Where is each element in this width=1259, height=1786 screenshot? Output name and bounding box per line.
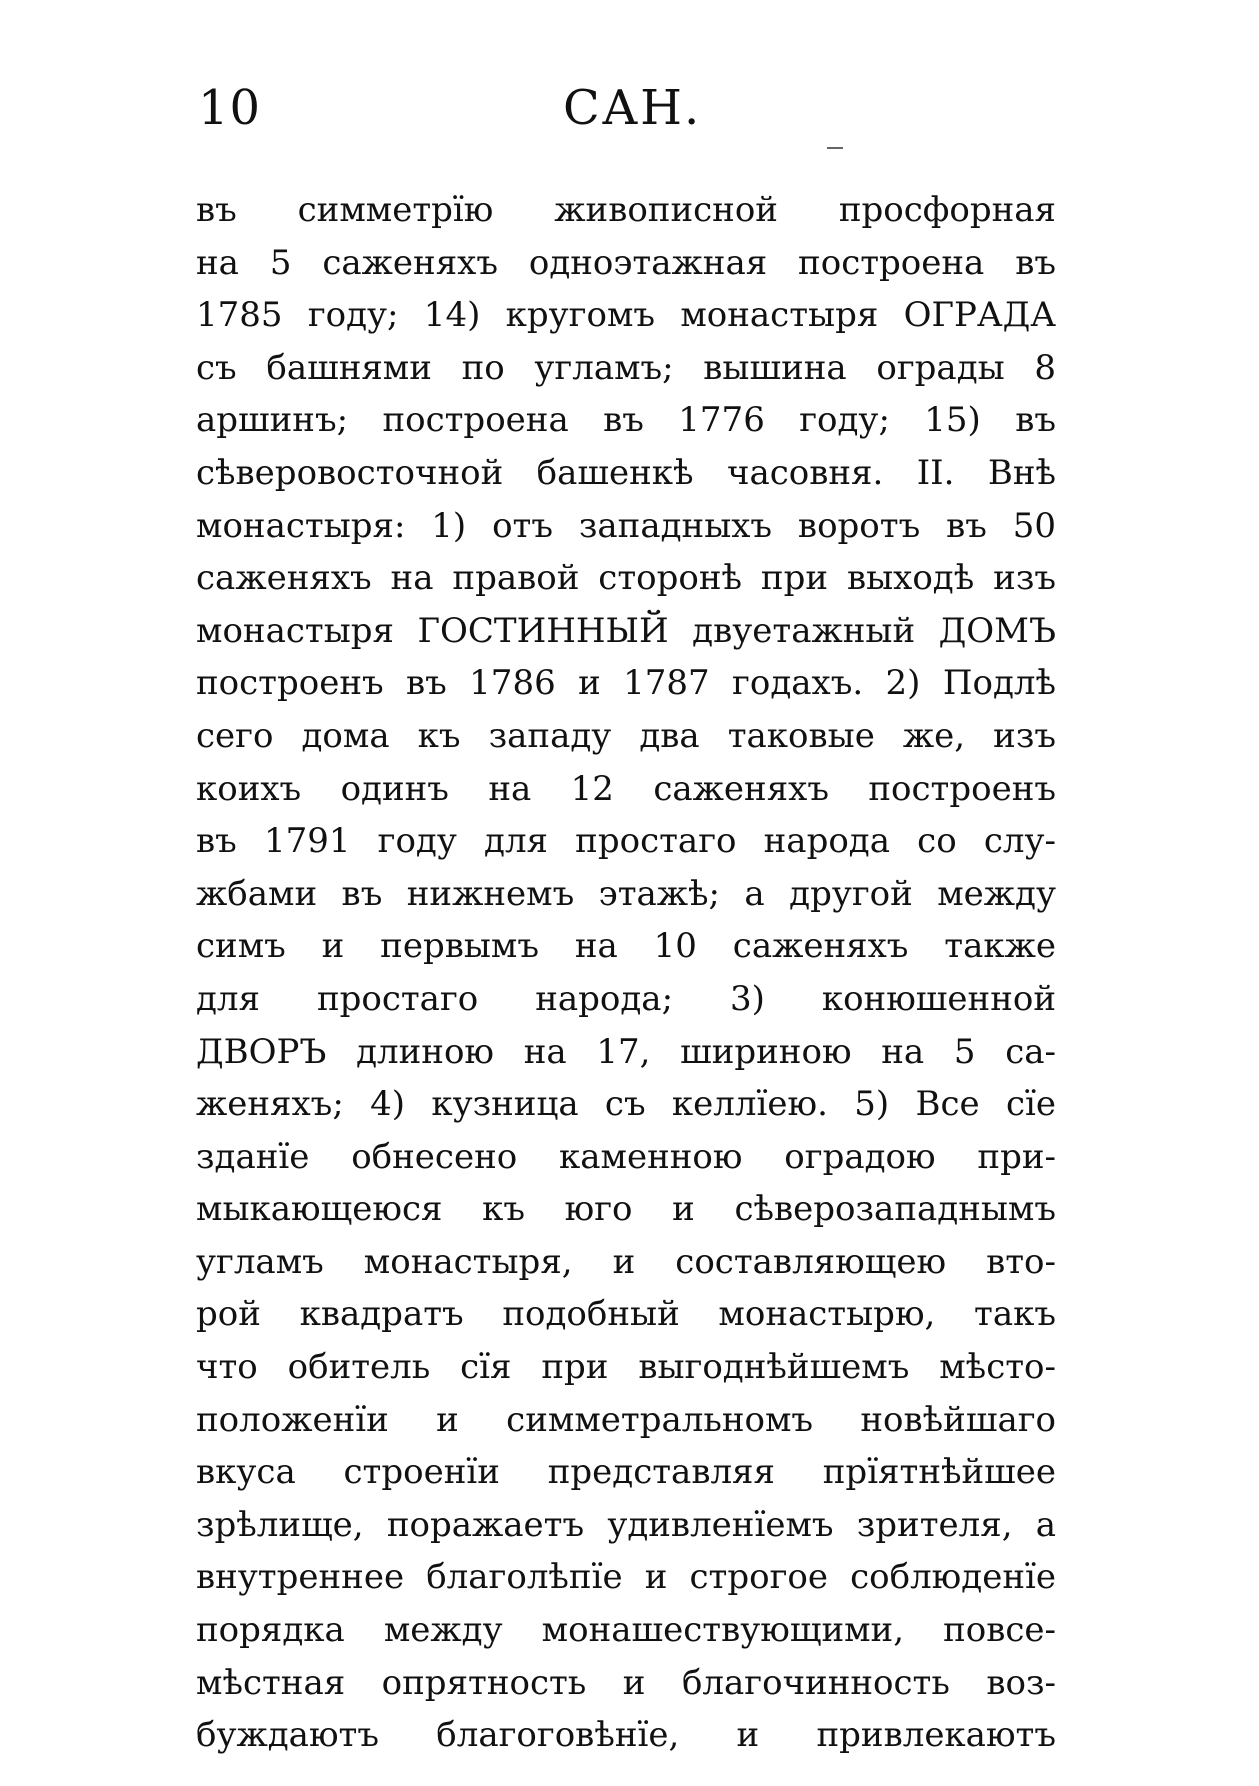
text-line: аршинъ; построена въ 1776 году; 15) въ <box>196 400 1056 441</box>
text-line: внутреннее благолѣпїе и строгое соблюденїе <box>196 1557 1056 1598</box>
text-line: мѣстная опрятность и благочинность воз- <box>196 1662 1056 1703</box>
text-line: коихъ одинъ на 12 саженяхъ построенъ <box>196 768 1056 809</box>
text-line: въ симметрїю живописной просфорная <box>196 190 1056 230</box>
text-line: на 5 саженяхъ одноэтажная построена въ <box>196 242 1056 283</box>
text-line: построенъ въ 1786 и 1787 годахъ. 2) Подлѣ <box>196 663 1056 704</box>
text-line: положенїи и симметральномъ новѣйшаго <box>196 1399 1056 1440</box>
running-head: САН. <box>563 80 702 136</box>
text-line: зданїе обнесено каменною оградою при- <box>196 1136 1056 1177</box>
text-line: вкуса строенїи представляя прїятнѣйшее <box>196 1452 1056 1493</box>
text-line: монастыря: 1) отъ западныхъ воротъ въ 50 <box>196 505 1056 546</box>
body-text <box>196 184 1056 1762</box>
text-line: 1785 году; 14) кругомъ монастыря ОГРАДА <box>196 295 1056 336</box>
text-line: рой квадратъ подобный монастырю, такъ <box>196 1294 1056 1335</box>
text-line: мыкающеюся къ юго и сѣверозападнымъ <box>196 1189 1056 1230</box>
text-line: съ башнями по угламъ; вышина ограды 8 <box>196 347 1056 388</box>
text-line: монастыря ГОСТИННЫЙ двуетажный ДОМЪ <box>196 610 1056 651</box>
text-line: жбами въ нижнемъ этажѣ; а другой между <box>196 873 1056 914</box>
text-line: симъ и первымъ на 10 саженяхъ также <box>196 926 1056 967</box>
text-line: буждаютъ благоговѣнїе, и привлекаютъ <box>196 1715 1056 1756</box>
text-line: саженяхъ на правой сторонѣ при выходѣ изъ <box>196 558 1056 599</box>
text-line: въ 1791 году для простаго народа со слу- <box>196 821 1056 862</box>
text-line: сѣверовосточной башенкѣ часовня. II. Внѣ <box>196 452 1056 493</box>
text-line: сего дома къ западу два таковые же, изъ <box>196 715 1056 756</box>
text-line: зрѣлище, поражаетъ удивленїемъ зрителя, а <box>196 1504 1056 1545</box>
text-line: женяхъ; 4) кузница съ келлїею. 5) Все сїе <box>196 1084 1056 1125</box>
text-line: для простаго народа; 3) конюшенной <box>196 978 1056 1019</box>
text-line: порядка между монашествующими, повсе- <box>196 1610 1056 1651</box>
header-mark <box>827 147 843 149</box>
text-line: что обитель сїя при выгоднѣйшемъ мѣсто- <box>196 1347 1056 1388</box>
text-line: ДВОРЪ длиною на 17, шириною на 5 са- <box>196 1031 1056 1072</box>
text-line: угламъ монастыря, и составляющею вто- <box>196 1241 1056 1282</box>
page-number: 10 <box>198 80 262 136</box>
